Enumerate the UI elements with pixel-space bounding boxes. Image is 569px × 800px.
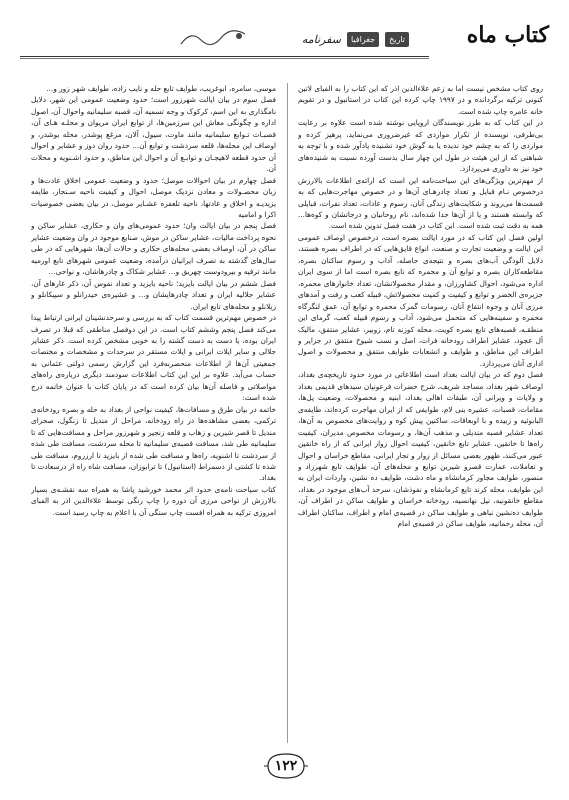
paragraph: فصل پنجم در بیان ایالت وان؛ حدود عمومی‌های وان و حکاری، عشایر ساکن و نحوه پرداخت مالیات، عشایر ساکن در موش، صنایع موجود در وان وضعیت عشایر ساکن در آن، اوصاف بعضی محله‌های حکاری و حالات آن‌ها، شهرهایی که در طی سال‌های گذشته به تصرف ایرانیان درآمده، وضعیت عمومی شهرهای تابع اورمیه مانند ترقیه و بیرودوست چهریق و... عشایر شکاک و چادرهاشان، و نواحی...	[31, 221, 276, 277]
badge-geography: جغرافیا	[347, 32, 379, 47]
paragraph: روی کتاب مشخص نیست اما به زعم علاءالدین اذر که این کتاب را به الفبای لاتین کنونی ترکیه برگردانده و در ۱۹۹۷ چاپ کرده این کتاب در استانبول و در تقویم خانه عامره چاپ شده است.	[298, 84, 543, 116]
paragraph: فصل سوم در بیان ایالت شهرزور است؛ حدود وضعیت عمومی این شهر، دلایل نامگذاری به این اسم، کرکوک و وجه تسمیه آن، قصبه سلیمانیه واحوال آن، اصول اداره و چگونگی معاش این سرزمین‌ها، از توابع ایران مریوان و محلـه هـای آن، قصبـات تـوابع سلیمانیه مانند ماوت، سیول، آلان، مرغع پوشدر، محله بوشدر، و اوصاف این محله‌ها، قلعه سردشت و توابع آن... حدود روان دوز و عشایر و احوال آن حدود قطعه لاهیجـان و توابـع آن و احوال این مناطق، و حدود اشـنویه و محلات آن.	[31, 95, 276, 174]
column-divider	[287, 83, 288, 743]
paragraph: فصل ششم در بیان ایالت بایزید؛ ناحیه بایزید و تعداد نفوس آن، ذکر غارهای آن، عشایر جلالیه ایران و تعداد چادرهایشان و... و عشیره‌ی حیدرانلو و سپیکانلو و زیلانلو و محله‌های تابع ایران.	[31, 278, 276, 311]
page-number-badge	[264, 750, 308, 782]
article-body	[31, 83, 543, 743]
paragraph: فصل چهارم در بیان احوالات موصل؛ حدود و وضعیت عمومی اخلاق عادت‌ها و زبان محصـولات و معادن نزدیک موصل، احوال و کیفیت ناحیه سـنجار، طایفه یزیدیـه و اخلاق و عادتها، ناحیه تلعفره عشـایر موصل، در بیان بعضی خصوصیات اکرا و امامیه	[31, 175, 276, 219]
paragraph: اولین فصل این کتاب که در مورد ایالت بصره است، درخصوص اوصاف عمومی این ایالت و وضعیت تجارت و صنعت، انواع قایق‌هایی که در اطراف بصره هستند، دلایل آلودگی آب‌های بصره و نتیجه‌ی حاصله، آداب و رسوم ساکنان بصره، مقاطعه‌کاران بصره و توابع آن و محمره که تابع بصره است اما از سوی ایران اداره می‌شود، احوال کشاورزان، و مقدار محصولاتشان، تعداد خانوارهای محمره، جزیره‌ی الخضر و توابع و کیفیت و کمیت محصولاتش، قبیله کعب و رفت و آمدهای مرزی آنان و وجوه انتفاع آنان، رسومات گمرک محمره و توابع آن، عمق لنگرگاه محمره و سفینه‌هایی که متحمل می‌شود، آداب و رسوم قبیله کعب، گرمای این منطقـه، قصبه‌های تابع بصره کویت، محله کوزنه تام، زوبیر، عشایر منتفق، مالیک آل عجود، عشایر اطراف رودخانه فرات، اصل و نسب شیوخ منتفق در جزایر و اطراف این مناطق، و طوایف و انشعابات طوایف منتفق و محصولات و اصول اداری آنان می‌پردازد.	[298, 232, 543, 368]
badge-history: تاریخ	[385, 32, 409, 47]
header-rule-secondary	[20, 58, 429, 59]
left-column	[31, 83, 276, 743]
paragraph: در این کتاب که به طرز نویسندگان اروپایی نوشته شده است علاوه بر رعایت بی‌طرفی، نویسنده از تکرار مواردی که غیرضروری می‌نماید، پرهیز کرده و مواردی را که به چشم خود ندیده یا به گوش خود نشنیده یادآور شده و با توجه به شباهتی که از این هیئت در طول این چهار سال بدست آورده نسبت به شنیده‌های خود نیز به داوری می‌پردازد.	[298, 118, 543, 174]
magazine-title: کتاب ماه	[466, 22, 549, 48]
paragraph: در خصوص مهم‌ترین قسمت کتاب که به بررسی و سرحدنشینان ایرانی ارتباط پیدا می‌کند فصل پنجم وششم کتاب است. در این دوفصل مناطقی که قبلا در تصرف ایران بوده، یا دست به دست گشته را به خوبی مشخص کرده است. ذکر عشایر جلالی و سایر ایلات ایرانی و ایلات مستقر در سرحدات و مشخصات و مختصات جمعیتی آن‌ها از اطلاعات منحصربه‌فرد این گزارش رسمی دولتی عثمانی به حساب می‌آید. علاوه بر این این کتاب اطلاعات سودمند دیگری درباره‌ی راه‌های مواصلاتی و فاصله آن‌ها بیان کرده است که در پایان کتاب با عنوان خاتمه درج شده است:	[31, 313, 276, 403]
header-rule	[20, 56, 429, 57]
section-badges	[302, 32, 409, 47]
page-footer	[0, 746, 569, 786]
right-column	[298, 83, 543, 743]
paragraph: از مهم‌ترین ویژگی‌های این سیاحت‌نامه این است که ارائه‌ی اطلاعات بالارزش درخصوص نـام قبایل و تعداد چادرهـای آن‌ها و در خصوص مهاجرت‌هایی که به قسمت‌ها می‌روند و شکایت‌های زندگی آنان، رسوم و عادات، تعداد نفرات، قبایلی که وابسته هستند و یا از آن‌ها جدا شده‌اند، نام روحانیان و درجاتشان و کوه‌ها... همه به دقت ثبت شده است. این کتاب در هفت فصل تدوین شده است.	[298, 175, 543, 231]
paragraph: خاتمه در بیان طرق و مسافات‌ها، کیفیت نواحی از بغداد به حله و بصره رودخانه‌ی ترکمی، بعضی مشاهده‌ها در راه رودخانه، مراحل از مندیل تا زنگول، صحرای مندیل تا قصر شیرین و زهاب و قلعه زنجیر و شهرزور مراحل و مسافت‌هایی که تا سلیمانیه طی شد، مسافت قصبه‌ی سلیمانیه تا محله سردشت، مسافت طی شده از سردشت تا اشنویه، راه‌ها و مسافت طی شده از بایزید تا ارزروم، مسافت طی شده تا کشتی از دسمراط (استانبول) تا ترابوزان، مسافت شاه راه از درسعادت تا بغداد.	[31, 404, 276, 483]
section-subtitle: سفرنامه	[301, 33, 341, 46]
page-number: ۱۲۲	[274, 758, 298, 774]
paragraph: کتاب سیاحت نامه‌ی حدود اثر محمد خورشید پاشا به همراه سه نقشـه‌ی بسیار بالارزش از نواحی مرزی آن دوره را چاپ رنگی توسط علاءالدین اذر به الفبای امروزی ترکیه به همراه افست چاپ سنگی آن با اعلام به چاپ رسید است.	[31, 484, 276, 517]
ornament-icon	[179, 26, 249, 50]
paragraph: فصل دوم که در بیان ایالت بغداد است اطلاعاتی در مورد حدود تاریخچه‌ی بغداد، اوصاف شهر بغداد، مساجد شریف، شرح حضرات فرعونیان سیدهای قدیمی بغداد و ولایات و ویرانی آن، طبقات اهالی بغداد، ابنیه و محصولات، وضعیت پل‌ها، مقامات، قصبات، عشیره بنی لام، طوایفی که از ایران مهاجرت کرده‌اند، طایفه‌ی البابوئیه و زبیده و با اوبعاقات، ساکنین پیش کوه و روایت‌های مخصوص به آن‌ها، تعداد عشایر قصبه مندیلی و مذهب آن‌ها، و رسومات مخصوص مدیران، کیفیت راه‌ها تا خانقین، عشایر تابع خانقین، کیفیت احوال زوار ایرانی که از راه خانقین عبور می‌کنند، ظهور بعضی مسائل از زوار و تجار ایرانی، مقاطع خراسان و احوال و تعاملات، عمارت قصرو شیرین توابع و محله‌های آن، طوایف تابع شهرزاد و منصور، طوایف مجاور کرمانشاه و ماه دشت، طوایف ده نشین، واردات ایران به این طوایف، محله کرند تابع کرمانشاه و نفوذشان، سرحد آب‌های موجود در بغداد، مقاطع خانقونیه، نیل نهانسیه، رودخانه خراسان و طوایف ساکن در اطراف آن، طوایف ده‌نشین نباهی و طوایف ساکن در قصبه‌ی امام و اطراف، ساکنان اطراف آن، محله رحمانیه، طوایف ساکن در قصبه‌ی امام	[298, 370, 543, 529]
page-header	[20, 18, 549, 70]
paragraph: موسی، سامره، ابوغریب، طوایف تابع حله و نایب زاده، طوایف شهر زور و...	[46, 84, 276, 93]
